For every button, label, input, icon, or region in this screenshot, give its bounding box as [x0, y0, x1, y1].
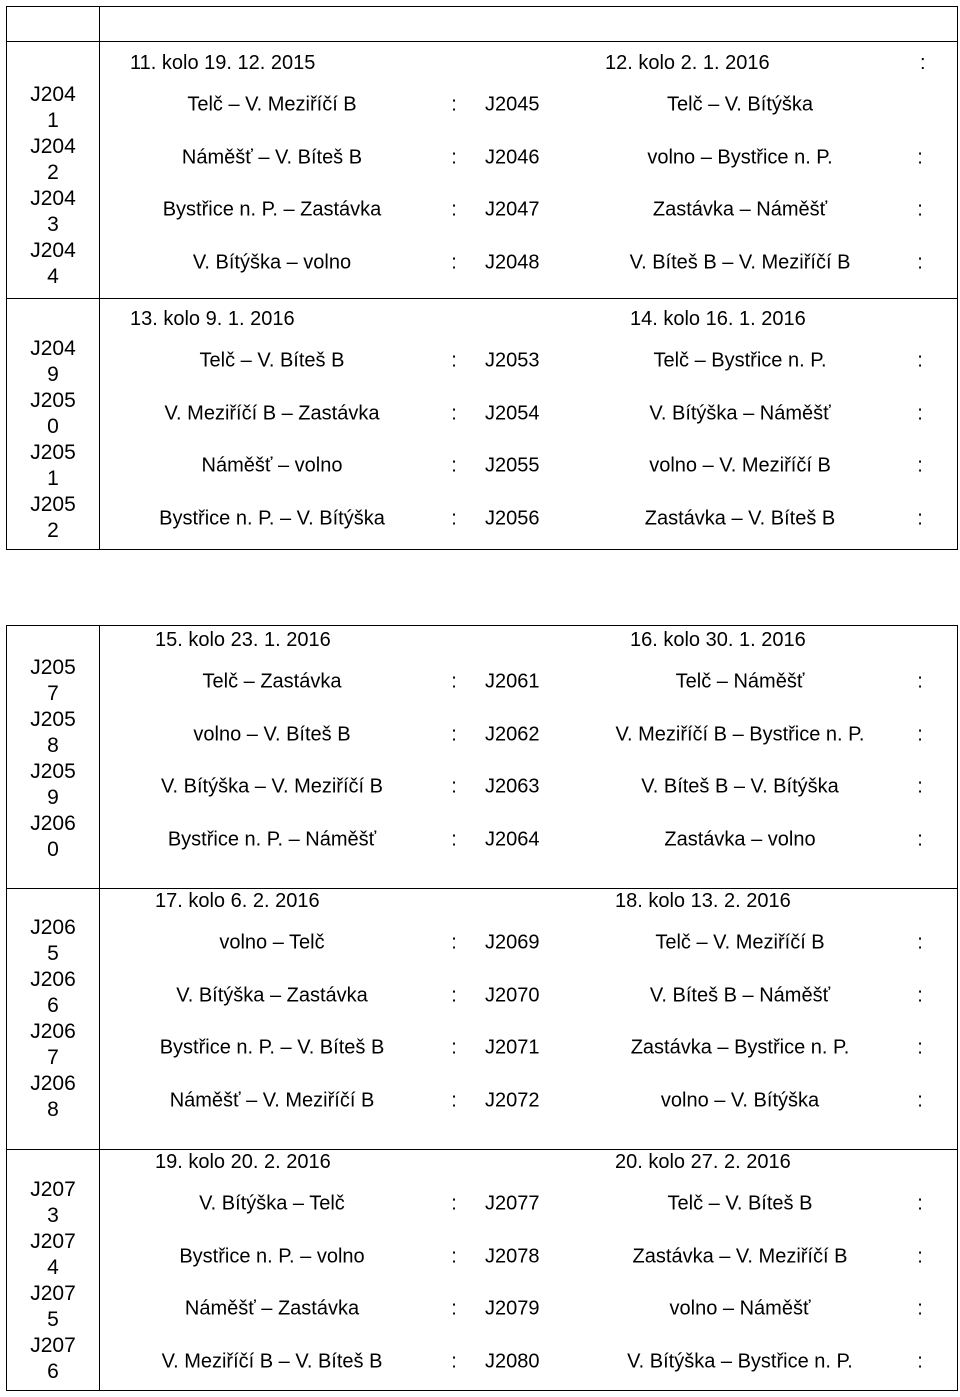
- right-match: volno – V. Bítýška: [660, 1089, 820, 1112]
- left-code: J204 1: [30, 83, 76, 132]
- colon-separator-2: :: [917, 775, 923, 798]
- right-code: J2055: [485, 454, 540, 477]
- match-row: [100, 656, 957, 709]
- left-match: Telč – V. Meziříčí B: [187, 93, 357, 116]
- round-group: [7, 626, 958, 889]
- match-row: [100, 917, 957, 970]
- right-match: volno – Náměšť: [669, 1297, 811, 1320]
- right-match: V. Bíteš B – V. Meziříčí B: [629, 251, 851, 274]
- round-content: [100, 42, 958, 299]
- colon-separator-2: :: [917, 1245, 923, 1268]
- colon-separator: :: [451, 507, 457, 530]
- left-code: J205 7: [30, 656, 76, 705]
- round-left-header: 15. kolo 23. 1. 2016: [155, 629, 331, 651]
- left-code: J205 8: [30, 708, 76, 757]
- colon-separator: :: [451, 454, 457, 477]
- left-match: volno – Telč: [219, 931, 325, 954]
- right-match: Telč – Bystřice n. P.: [653, 349, 827, 372]
- match-row: [100, 970, 957, 1023]
- match-row: [100, 388, 957, 441]
- left-match: Náměšť – V. Bíteš B: [181, 146, 363, 169]
- match-row: [100, 184, 957, 237]
- right-code: J2053: [485, 349, 540, 372]
- spacer-cell-left: [7, 7, 100, 42]
- left-codes-cell: [7, 626, 100, 889]
- colon-separator-2: :: [917, 198, 923, 221]
- left-match: volno – V. Bíteš B: [193, 723, 351, 746]
- colon-separator: :: [451, 931, 457, 954]
- colon-separator-2: :: [917, 1089, 923, 1112]
- left-codes-cell: [7, 299, 100, 550]
- left-match: V. Bítýška – Zastávka: [176, 984, 368, 1007]
- round-header: [100, 889, 957, 917]
- right-code: J2063: [485, 775, 540, 798]
- colon-separator: :: [451, 93, 457, 116]
- match-row: [100, 493, 957, 546]
- left-code: J205 2: [30, 493, 76, 542]
- right-code: J2062: [485, 723, 540, 746]
- left-code: J206 6: [30, 968, 76, 1017]
- right-code: J2046: [485, 146, 540, 169]
- right-match: V. Meziříčí B – Bystřice n. P.: [615, 723, 865, 746]
- round-right-header: 20. kolo 27. 2. 2016: [615, 1151, 791, 1173]
- colon-separator: :: [451, 828, 457, 851]
- left-code: J204 4: [30, 239, 76, 288]
- right-code: J2072: [485, 1089, 540, 1112]
- colon-separator-2: :: [917, 723, 923, 746]
- right-code: J2047: [485, 198, 540, 221]
- colon-separator-2: :: [917, 349, 923, 372]
- left-match: V. Bítýška – volno: [192, 251, 352, 274]
- right-code: J2045: [485, 93, 540, 116]
- left-code: J204 9: [30, 337, 76, 386]
- header-colon: :: [920, 52, 926, 74]
- match-row: [100, 132, 957, 185]
- right-code: J2071: [485, 1036, 540, 1059]
- colon-separator-2: :: [917, 670, 923, 693]
- match-rows: [100, 335, 957, 545]
- colon-separator-2: :: [917, 454, 923, 477]
- match-row: [100, 1231, 957, 1284]
- right-code: J2079: [485, 1297, 540, 1320]
- colon-separator: :: [451, 723, 457, 746]
- left-match: Náměšť – volno: [201, 454, 343, 477]
- table-spacer-row: [7, 7, 958, 42]
- colon-separator: :: [451, 1192, 457, 1215]
- right-match: Zastávka – Náměšť: [652, 198, 828, 221]
- right-code: J2080: [485, 1350, 540, 1373]
- round-group: [7, 889, 958, 1150]
- colon-separator: :: [451, 146, 457, 169]
- match-row: [100, 1075, 957, 1128]
- match-row: [100, 1336, 957, 1389]
- colon-separator-2: :: [917, 931, 923, 954]
- schedule-table-2: [6, 625, 958, 1391]
- round-header: [100, 43, 957, 79]
- left-match: V. Bítýška – Telč: [199, 1192, 345, 1215]
- right-match: V. Bítýška – Náměšť: [649, 402, 831, 425]
- right-match: V. Bítýška – Bystřice n. P.: [627, 1350, 853, 1373]
- left-code: J204 3: [30, 187, 76, 236]
- colon-separator-2: :: [917, 402, 923, 425]
- colon-separator-2: :: [917, 146, 923, 169]
- left-code: J205 0: [30, 389, 76, 438]
- match-row: [100, 1283, 957, 1336]
- colon-separator-2: :: [917, 1036, 923, 1059]
- right-code: J2061: [485, 670, 540, 693]
- left-codes-cell: [7, 1150, 100, 1391]
- left-match: Bystřice n. P. – Zastávka: [162, 198, 382, 221]
- colon-separator-2: :: [917, 1297, 923, 1320]
- colon-separator-2: :: [917, 251, 923, 274]
- left-codes-cell: [7, 889, 100, 1150]
- colon-separator: :: [451, 1089, 457, 1112]
- right-code: J2054: [485, 402, 540, 425]
- round-right-header: 14. kolo 16. 1. 2016: [630, 308, 806, 330]
- right-match: V. Bíteš B – Náměšť: [649, 984, 831, 1007]
- left-match: Bystřice n. P. – V. Bítýška: [159, 507, 385, 530]
- colon-separator: :: [451, 251, 457, 274]
- right-match: Telč – V. Bítýška: [667, 93, 813, 116]
- round-content: [100, 626, 958, 889]
- round-right-header: 12. kolo 2. 1. 2016: [605, 52, 770, 74]
- match-row: [100, 237, 957, 290]
- left-match: Telč – V. Bíteš B: [199, 349, 345, 372]
- round-content: [100, 889, 958, 1150]
- left-code: J206 7: [30, 1020, 76, 1069]
- round-left-header: 19. kolo 20. 2. 2016: [155, 1151, 331, 1173]
- round-right-header: 18. kolo 13. 2. 2016: [615, 890, 791, 912]
- left-code: J207 4: [30, 1230, 76, 1279]
- match-row: [100, 761, 957, 814]
- left-match: V. Meziříčí B – Zastávka: [164, 402, 380, 425]
- right-match: V. Bíteš B – V. Bítýška: [641, 775, 839, 798]
- colon-separator: :: [451, 402, 457, 425]
- left-match: V. Bítýška – V. Meziříčí B: [161, 775, 383, 798]
- match-rows: [100, 656, 957, 866]
- right-match: Telč – V. Meziříčí B: [655, 931, 825, 954]
- right-match: volno – Bystřice n. P.: [647, 146, 833, 169]
- right-code: J2064: [485, 828, 540, 851]
- match-row: [100, 79, 957, 132]
- match-rows: [100, 1178, 957, 1388]
- round-group: [7, 299, 958, 550]
- round-left-header: 11. kolo 19. 12. 2015: [130, 52, 316, 74]
- left-code: J207 6: [30, 1334, 76, 1383]
- colon-separator-2: :: [917, 507, 923, 530]
- match-row: [100, 1022, 957, 1075]
- left-match: Bystřice n. P. – Náměšť: [167, 828, 377, 851]
- round-right-header: 16. kolo 30. 1. 2016: [630, 629, 806, 651]
- colon-separator: :: [451, 1350, 457, 1373]
- colon-separator: :: [451, 1036, 457, 1059]
- right-match: Zastávka – V. Bíteš B: [644, 507, 836, 530]
- match-row: [100, 814, 957, 867]
- round-header: [100, 626, 957, 656]
- left-code: J207 5: [30, 1282, 76, 1331]
- colon-separator: :: [451, 775, 457, 798]
- right-match: Zastávka – Bystřice n. P.: [630, 1036, 850, 1059]
- colon-separator: :: [451, 1245, 457, 1268]
- right-match: volno – V. Meziříčí B: [649, 454, 831, 477]
- colon-separator: :: [451, 1297, 457, 1320]
- left-match: Náměšť – V. Meziříčí B: [169, 1089, 375, 1112]
- round-header: [100, 1150, 957, 1178]
- left-match: Bystřice n. P. – volno: [179, 1245, 365, 1268]
- round-group: [7, 1150, 958, 1391]
- round-group: [7, 42, 958, 299]
- left-code: J206 0: [30, 812, 76, 861]
- spacer-cell-right: [100, 7, 958, 42]
- right-code: J2069: [485, 931, 540, 954]
- right-code: J2048: [485, 251, 540, 274]
- match-row: [100, 1178, 957, 1231]
- right-match: Zastávka – V. Meziříčí B: [632, 1245, 848, 1268]
- left-match: Náměšť – Zastávka: [184, 1297, 360, 1320]
- colon-separator: :: [451, 198, 457, 221]
- left-match: Telč – Zastávka: [202, 670, 342, 693]
- left-code: J205 9: [30, 760, 76, 809]
- round-left-header: 17. kolo 6. 2. 2016: [155, 890, 320, 912]
- right-code: J2070: [485, 984, 540, 1007]
- right-match: Zastávka – volno: [664, 828, 816, 851]
- match-row: [100, 440, 957, 493]
- round-content: [100, 1150, 958, 1391]
- left-code: J205 1: [30, 441, 76, 490]
- round-content: [100, 299, 958, 550]
- left-match: Bystřice n. P. – V. Bíteš B: [159, 1036, 385, 1059]
- left-code: J207 3: [30, 1178, 76, 1227]
- schedule-table-1: [6, 6, 958, 550]
- colon-separator-2: :: [917, 828, 923, 851]
- left-code: J206 5: [30, 916, 76, 965]
- right-code: J2077: [485, 1192, 540, 1215]
- colon-separator-2: :: [917, 984, 923, 1007]
- match-row: [100, 709, 957, 762]
- colon-separator: :: [451, 670, 457, 693]
- match-row: [100, 335, 957, 388]
- colon-separator: :: [451, 984, 457, 1007]
- match-rows: [100, 79, 957, 289]
- right-code: J2056: [485, 507, 540, 530]
- colon-separator-2: :: [917, 1350, 923, 1373]
- left-code: J204 2: [30, 135, 76, 184]
- round-left-header: 13. kolo 9. 1. 2016: [130, 308, 295, 330]
- match-rows: [100, 917, 957, 1127]
- right-match: Telč – Náměšť: [675, 670, 805, 693]
- colon-separator: :: [451, 349, 457, 372]
- colon-separator-2: :: [917, 1192, 923, 1215]
- left-code: J206 8: [30, 1072, 76, 1121]
- right-code: J2078: [485, 1245, 540, 1268]
- round-header: [100, 299, 957, 335]
- left-match: V. Meziříčí B – V. Bíteš B: [161, 1350, 383, 1373]
- left-codes-cell: [7, 42, 100, 299]
- right-match: Telč – V. Bíteš B: [667, 1192, 813, 1215]
